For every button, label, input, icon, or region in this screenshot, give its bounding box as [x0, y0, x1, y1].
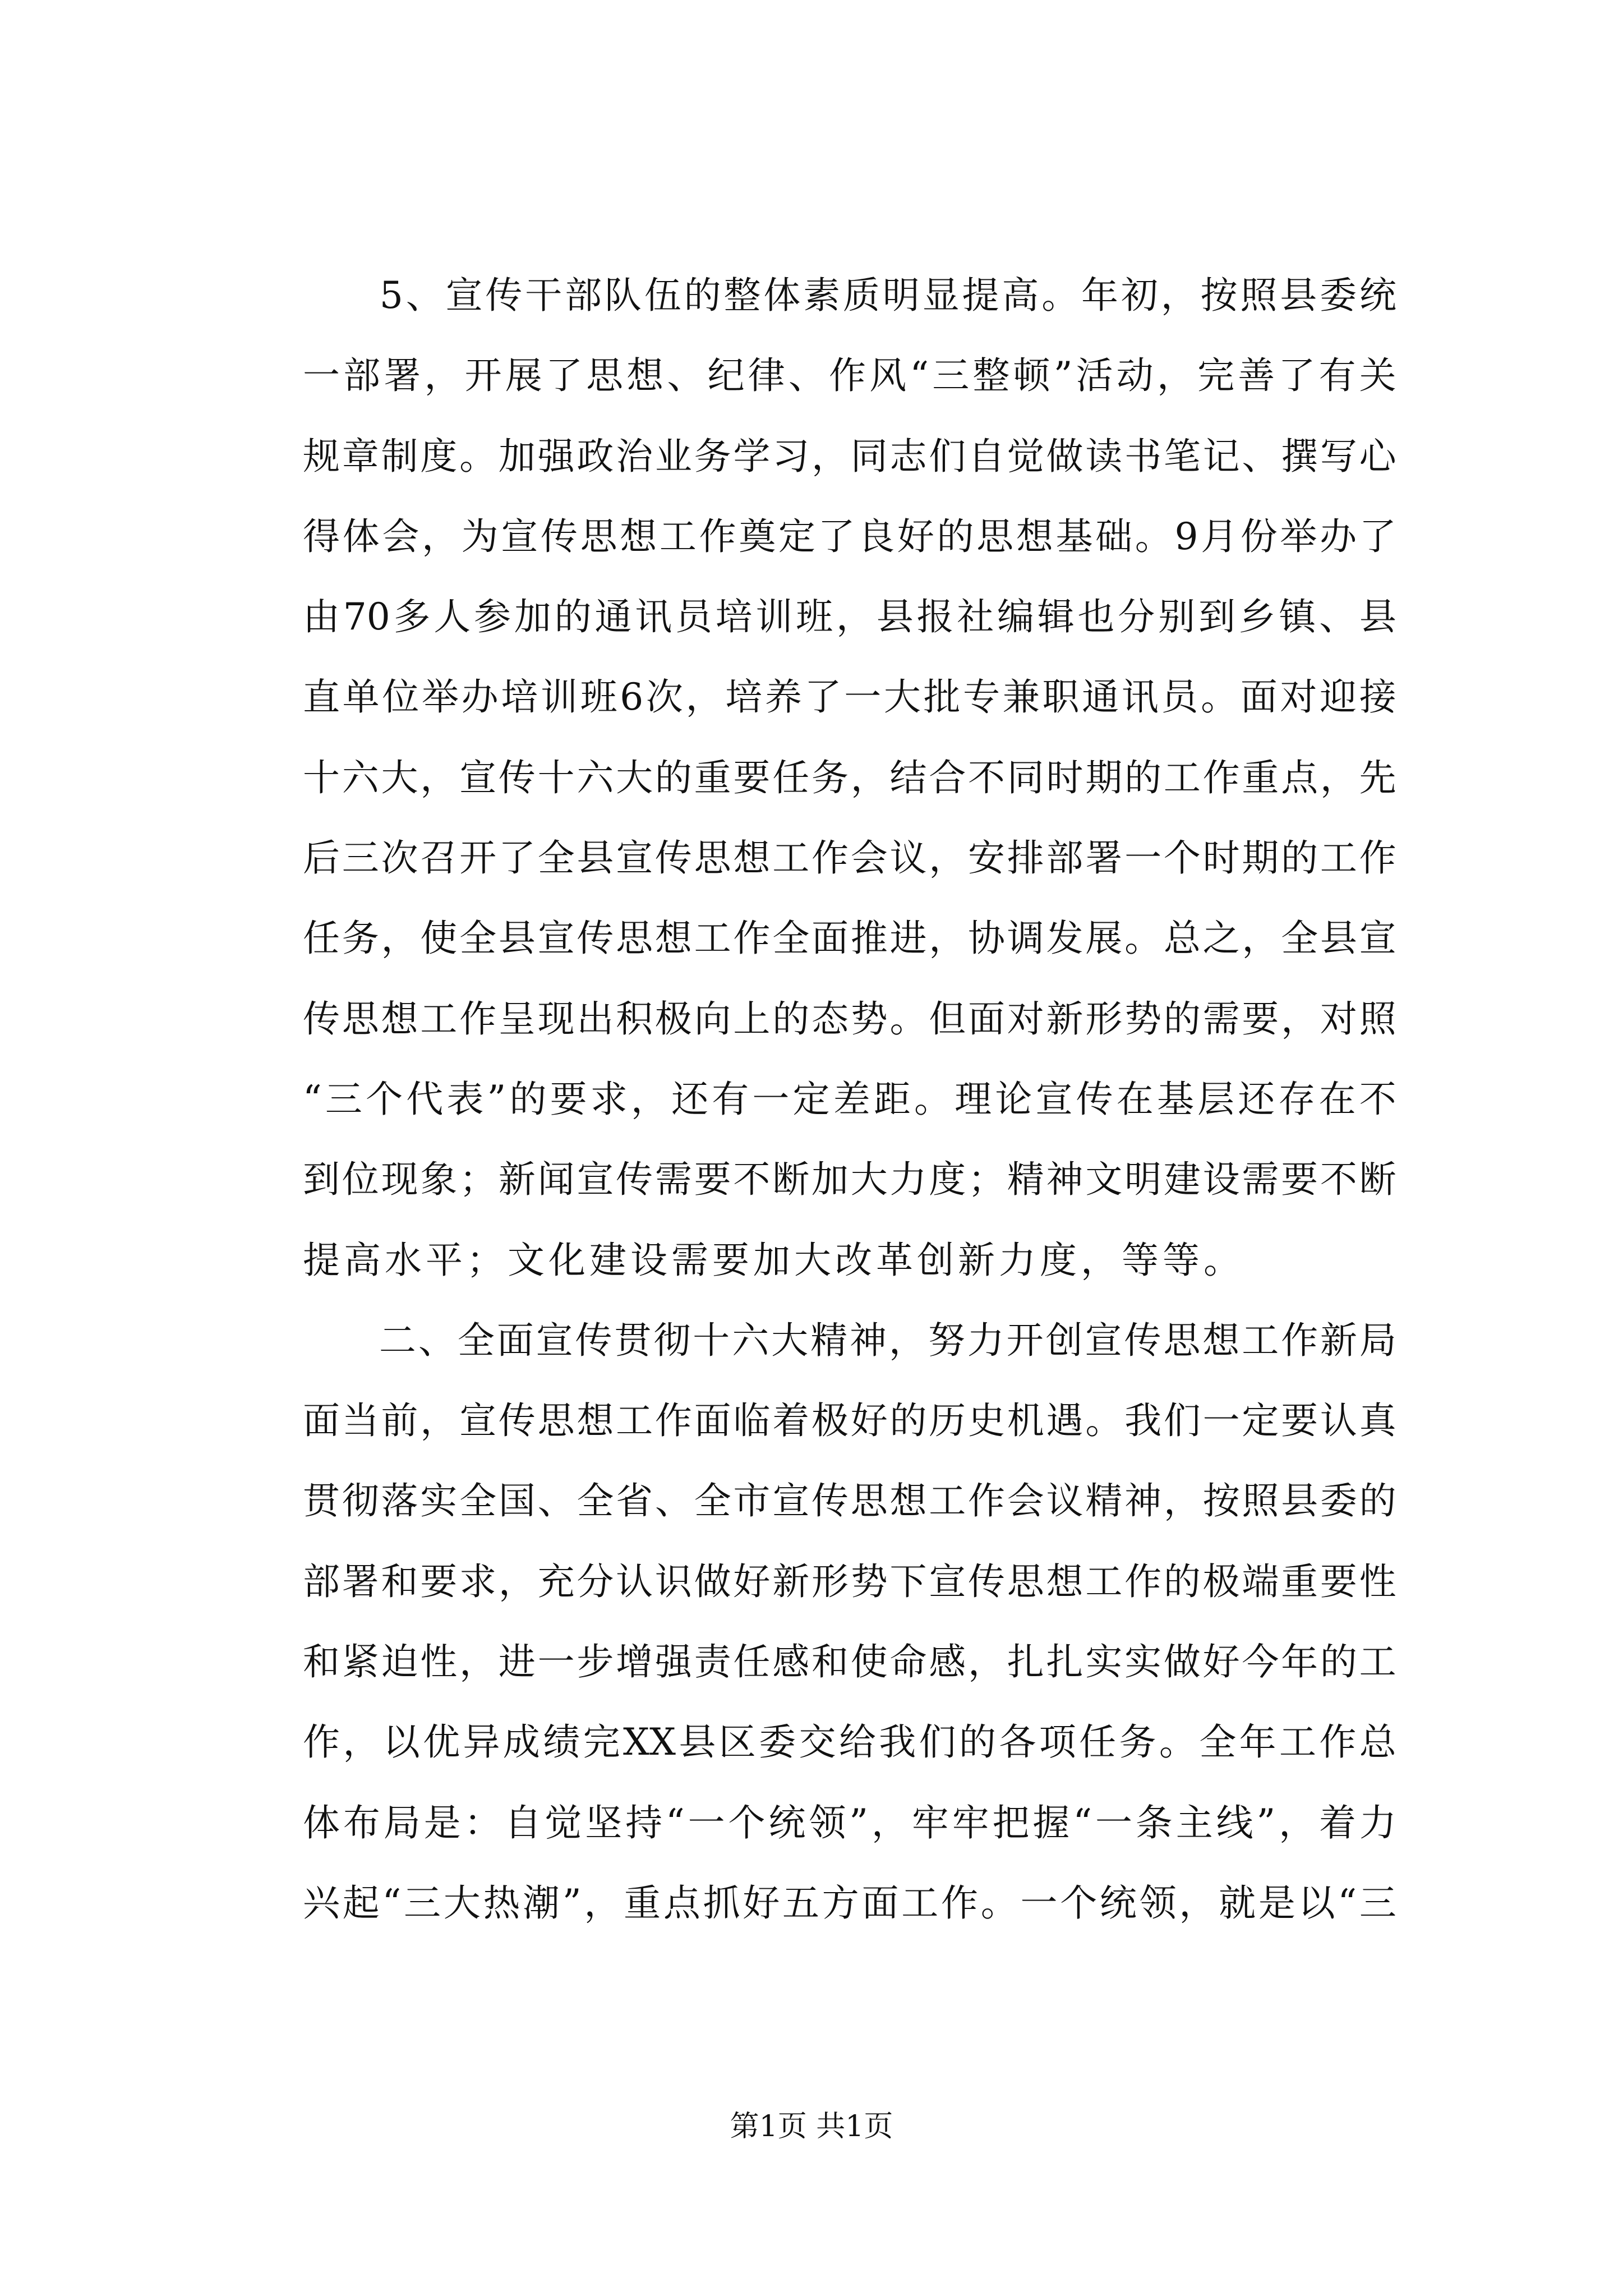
text-line: 体 布 局 是 ： 自 觉 坚 持 “ 一 个 统 领 ” ， 牢 牢 把 握 “ 一 条 主 线 ” ， 着 力: [303, 1801, 1396, 1844]
text-line: 和 紧 迫 性 ， 进 一 步 增 强 责 任 感 和 使 命 感 ， 扎 扎 实 实 做 好 今 年 的 工: [303, 1640, 1396, 1684]
document-body: [303, 255, 1396, 1943]
text-line: 后 三 次 召 开 了 全 县 宣 传 思 想 工 作 会 议 ， 安 排 部 署 一 个 时 期 的 工 作: [303, 836, 1396, 880]
text-line: 二 、 全 面 宣 传 贯 彻 十 六 大 精 神 ， 努 力 开 创 宣 传 思 想 工 作 新 局: [379, 1318, 1396, 1362]
text-line: 提 高 水 平 ； 文 化 建 设 需 要 加 大 改 革 创 新 力 度 ， 等 等 。: [303, 1238, 1244, 1282]
text-line: 任 务 ， 使 全 县 宣 传 思 想 工 作 全 面 推 进 ， 协 调 发 展 。 总 之 ， 全 县 宣: [303, 917, 1396, 960]
text-line: 面 当 前 ， 宣 传 思 想 工 作 面 临 着 极 好 的 历 史 机 遇 。 我 们 一 定 要 认 真: [303, 1399, 1396, 1443]
text-line: 一 部 署 ， 开 展 了 思 想 、 纪 律 、 作 风 “ 三 整 顿 ” 活 动 ， 完 善 了 有 关: [303, 354, 1396, 398]
text-line: 直 单 位 举 办 培 训 班 6 次 ， 培 养 了 一 大 批 专 兼 职 通 讯 员 。 面 对 迎 接: [303, 675, 1396, 719]
text-line: 作 ， 以 优 异 成 绩 完 XX 县 区 委 交 给 我 们 的 各 项 任 务 。 全 年 工 作 总: [303, 1720, 1396, 1764]
text-line: 得 体 会 ， 为 宣 传 思 想 工 作 奠 定 了 良 好 的 思 想 基 础 。 9 月 份 举 办 了: [303, 514, 1396, 558]
text-line: 贯 彻 落 实 全 国 、 全 省 、 全 市 宣 传 思 想 工 作 会 议 精 神 ， 按 照 县 委 的: [303, 1479, 1396, 1523]
text-line: 规 章 制 度 。 加 强 政 治 业 务 学 习 ， 同 志 们 自 觉 做 读 书 笔 记 、 撰 写 心: [303, 434, 1396, 478]
text-line: 部 署 和 要 求 ， 充 分 认 识 做 好 新 形 势 下 宣 传 思 想 工 作 的 极 端 重 要 性: [303, 1559, 1396, 1603]
text-line: 由 70 多 人 参 加 的 通 讯 员 培 训 班 ， 县 报 社 编 辑 也 分 别 到 乡 镇 、 县: [303, 595, 1396, 639]
text-line: 传 思 想 工 作 呈 现 出 积 极 向 上 的 态 势 。 但 面 对 新 形 势 的 需 要 ， 对 照: [303, 997, 1396, 1041]
text-line: “ 三 个 代 表 ” 的 要 求 ， 还 有 一 定 差 距 。 理 论 宣 传 在 基 层 还 存 在 不: [303, 1077, 1396, 1121]
page-footer: 第1页 共1页: [730, 2110, 893, 2143]
text-line: 到 位 现 象 ； 新 闻 宣 传 需 要 不 断 加 大 力 度 ； 精 神 文 明 建 设 需 要 不 断: [303, 1158, 1396, 1202]
text-line: 十 六 大 ， 宣 传 十 六 大 的 重 要 任 务 ， 结 合 不 同 时 期 的 工 作 重 点 ， 先: [303, 756, 1396, 799]
text-line: 兴 起 “ 三 大 热 潮 ” ， 重 点 抓 好 五 方 面 工 作 。 一 个 统 领 ， 就 是 以 “ 三: [303, 1881, 1396, 1925]
text-line: 5 、 宣 传 干 部 队 伍 的 整 体 素 质 明 显 提 高 。 年 初 ， 按 照 县 委 统: [379, 274, 1396, 317]
